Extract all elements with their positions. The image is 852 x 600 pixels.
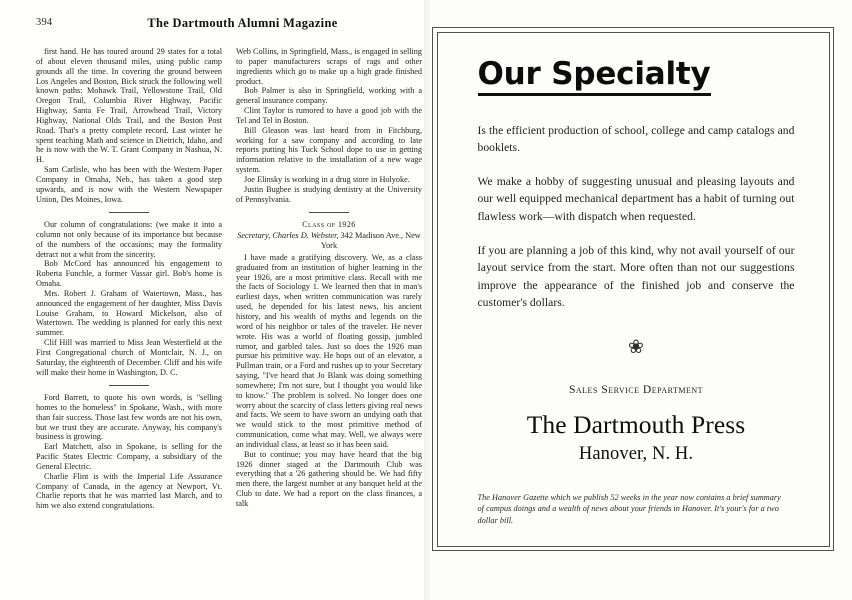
running-head-title: The Dartmouth Alumni Magazine xyxy=(147,16,338,30)
class-secretary-line xyxy=(236,231,422,251)
paragraph: Bob McCord has announced his engagement to Roberta Funchle, a former Vassar girl. Bob's home is Omaha. xyxy=(36,259,222,289)
advertisement-paragraph: If you are planning a job of this kind, why not avail yourself of our layout service from the start. More often than not our suggestions improve the appearance of the finished job and conserve the customer's dollars. xyxy=(477,244,795,310)
section-divider-rule xyxy=(109,212,149,213)
advertisement-content xyxy=(478,57,795,536)
paragraph: Bill Gleason was last heard from in Fitchburg, working for a saw company and according to late reports putting his Tuck School dope to use in getting information relative to the installation of a new wage system. xyxy=(236,125,422,175)
advertisement-border-inner xyxy=(437,32,830,547)
advertisement-title: Our Specialty xyxy=(478,57,711,96)
advertisement-border-outer xyxy=(432,27,834,551)
paragraph: Clif Hill was married to Miss Jean Westerfield at the First Congregational church of Montclair, N. J., on Saturday, the eighteenth of December. Cliff and his wife will make their home in Washington, D. C. xyxy=(36,338,222,377)
paragraph: Earl Matchett, also in Spokane, is selling for the Pacific States Electric Company, a subsidiary of the General Electric. xyxy=(36,442,222,471)
column-middle xyxy=(236,47,422,511)
paragraph: Ford Barrett, to quote his own words, is "selling homes to the homeless" in Spokane, Wash., with more than fair success. Those last few words are not his own, but we trust they are accurate. Anyway, his company's business is growing. xyxy=(36,393,222,442)
paragraph: Bob Palmer is also in Springfield, working with a general insurance company. xyxy=(236,86,422,106)
floral-ornament-icon: ❀ xyxy=(628,336,644,358)
advertisement-footnote: The Hanover Gazette which we publish 52 weeks in the year now contains a brief summary of campus doings and a wealth of news about your friends in Hanover. It's your's for a two dollar bill. xyxy=(477,492,781,525)
paragraph: first hand. He has toured around 29 states for a total of about eleven thousand miles, using public camp grounds all the time. In covering the ground between Los Angeles and Boston, Bick struck the following well known paths: Mohawk Trail, Yellowstone Trail, Old Oregon Trail, Columbia River Highway, Pacific Highway, Santa Fe Trail, Arrowhead Trail, Victory Highway, National Olds Trail, and the Boston Post Road. That's a pretty complete record. Last winter he spent teaching Math and science in Dietrich, Idaho, and he is now with the W. T. Grant Company in Nashua, N. H. xyxy=(36,47,222,165)
section-divider-rule xyxy=(109,385,149,386)
secretary-name: Charles D. Webster, xyxy=(272,231,339,240)
class-heading: Class of 1926 xyxy=(302,220,356,229)
page-number: 394 xyxy=(36,17,53,28)
advertisement-city: Hanover, N. H. xyxy=(578,443,694,464)
advertisement-paragraph: Is the efficient production of school, college and camp catalogs and booklets. xyxy=(477,123,795,154)
paragraph: Our column of congratulations: (we make it into a column not only because of its importance but because of the numbers of the occasions; may the formality detract not a whit from the sincerity. xyxy=(36,220,222,259)
paragraph: But to continue; you may have heard that the big 1926 dinner staged at the Dartmouth Club was everything that a '26 gathering should be. We had fifty men there, the largest number at any banquet held at the Club to date. We had a report on the class finances, a talk xyxy=(236,449,422,508)
secretary-address: 342 Madison Ave., New York xyxy=(320,231,421,251)
paragraph: Charlie Flint is with the Imperial Life Assurance Company of Canada, in the agency at Newport, Vt. Charlie reports that he was married last March, and to him we also extend congratulations. xyxy=(36,471,222,511)
secretary-label: Secretary, xyxy=(237,231,271,240)
advertisement-page xyxy=(430,0,852,600)
paragraph: Clint Taylor is rumored to have a good job with the Tel and Tel in Boston. xyxy=(236,106,422,125)
advertisement-department: Sales Service Department xyxy=(568,382,704,396)
paragraph: Web Collins, in Springfield, Mass., is engaged in selling to paper manufacturers scraps of rags and other ingredients which go to make up a high grade finished product. xyxy=(236,47,422,86)
column-left xyxy=(36,47,222,511)
page-header xyxy=(36,17,421,35)
paragraph: Justin Bugbee is studying dentistry at the University of Pennsylvania. xyxy=(236,184,422,204)
section-divider-rule xyxy=(309,212,349,213)
advertisement-paragraph: We make a hobby of suggesting unusual and pleasing layouts and our well equipped mechanical department has a habit of turning out flawless work—with dispatch when requested. xyxy=(477,174,795,223)
paragraph: Sam Carlisle, who has been with the Western Paper Company in Omaha, Neb., has taken a good step upwards, and is now with the Western Newspaper Union, Des Moines, Iowa. xyxy=(36,165,222,204)
paragraph: Mrs. Robert J. Graham of Watertown, Mass., has announced the engagement of her daughter, Miss Davis Louise Graham, to Howard Mickelson, also of Watertown. The wedding is planned for early this next summer. xyxy=(36,288,222,338)
advertisement-company-name: The Dartmouth Press xyxy=(526,409,746,439)
paragraph: I have made a gratifying discovery. We, as a class graduated from an institution of higher learning in the year 1926, are a most primitive class. Recall with me the facts of Sociology 1. We learned then that in man's earliest days, when written communication was rarely used, he depended for his latest news, his ancient history, and his wealth of myths and legends on the word of his neighbor or tales of the traveler. He never wrote. His was a world of floating gossip, jumbled rumor, and garbled tales. Just so does the 1926 man pursue his primitive way. He hops out of an elevator, a Pullman train, or a Ford and rushes up to your Secretary saying, "I've heard that Jo Blank was doing something somewhere; I'm not sure, but I thought you would like to know." The problem is solved. No longer does one worry about the scarcity of class letters giving real news and facts. We seem to have sworn an undying oath that we would stick to the most primitive method of communication, come what may. Well, we always were an individual class, at least so it has been said. xyxy=(236,252,422,449)
text-columns xyxy=(36,47,422,511)
paragraph: Joe Elinsky is working in a drug store in Holyoke. xyxy=(244,174,410,184)
